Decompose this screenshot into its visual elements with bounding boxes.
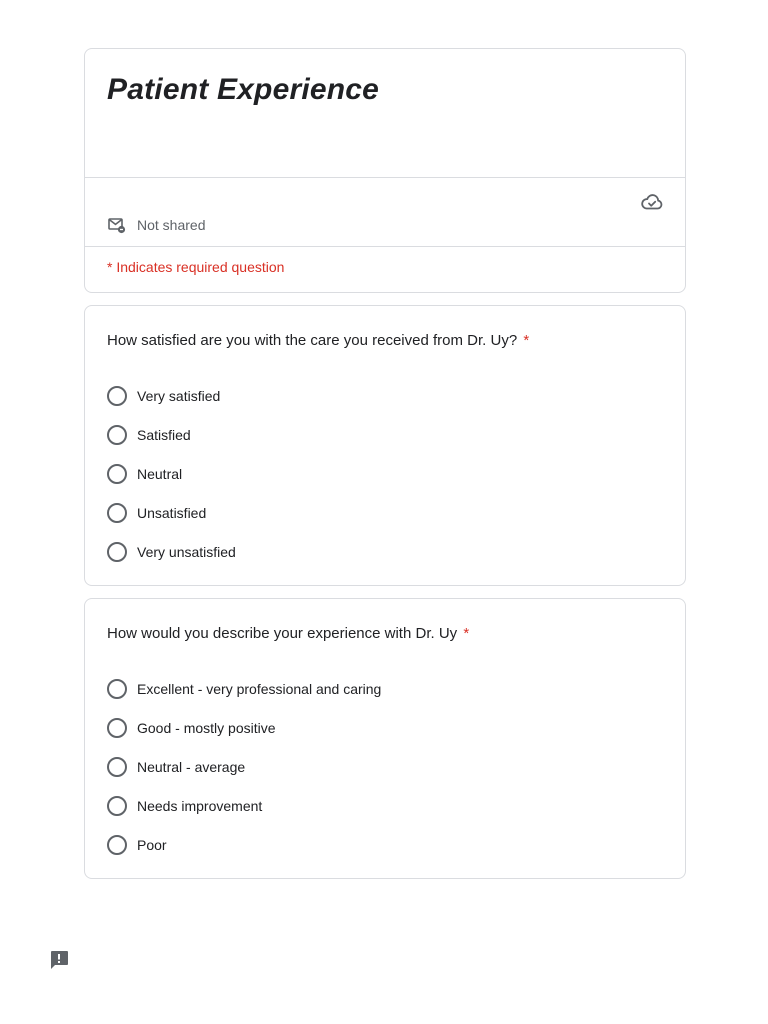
radio-option-label: Needs improvement xyxy=(137,797,263,814)
radio-option[interactable] xyxy=(107,708,381,747)
radio-option-label: Good - mostly positive xyxy=(137,719,276,736)
report-problem-icon[interactable] xyxy=(48,949,70,971)
radio-option-label: Poor xyxy=(137,836,167,853)
radio-group xyxy=(107,376,236,571)
radio-option-label: Very satisfied xyxy=(137,387,221,404)
radio-option-label: Satisfied xyxy=(137,426,191,443)
radio-button[interactable] xyxy=(107,679,127,699)
radio-button[interactable] xyxy=(107,386,127,406)
required-question-note: * Indicates required question xyxy=(107,259,285,275)
radio-button[interactable] xyxy=(107,425,127,445)
account-row xyxy=(107,215,205,235)
account-sharing-status: Not shared xyxy=(137,217,206,233)
radio-option[interactable] xyxy=(107,532,236,571)
radio-button[interactable] xyxy=(107,503,127,523)
radio-option-label: Excellent - very professional and caring xyxy=(137,680,382,697)
required-asterisk: * xyxy=(463,625,470,642)
radio-option[interactable] xyxy=(107,669,381,708)
cloud-saved-icon[interactable] xyxy=(640,190,664,214)
question-text: How would you describe your experience with Dr. Uy xyxy=(107,625,458,642)
radio-option-label: Neutral - average xyxy=(137,758,246,775)
radio-option[interactable] xyxy=(107,415,236,454)
radio-option[interactable] xyxy=(107,786,381,825)
radio-option[interactable] xyxy=(107,493,236,532)
radio-option[interactable] xyxy=(107,747,381,786)
radio-option-label: Unsatisfied xyxy=(137,504,207,521)
question-card-experience xyxy=(84,598,686,879)
radio-button[interactable] xyxy=(107,835,127,855)
question-title xyxy=(107,332,529,349)
radio-option[interactable] xyxy=(107,454,236,493)
mail-lock-icon xyxy=(107,215,127,235)
question-title xyxy=(107,625,469,642)
radio-button[interactable] xyxy=(107,796,127,816)
radio-button[interactable] xyxy=(107,718,127,738)
radio-button[interactable] xyxy=(107,757,127,777)
question-card-satisfaction xyxy=(84,305,686,586)
radio-button[interactable] xyxy=(107,542,127,562)
form-header-card xyxy=(84,48,686,293)
radio-option[interactable] xyxy=(107,825,381,864)
radio-option-label: Very unsatisfied xyxy=(137,543,236,560)
header-divider xyxy=(85,177,685,178)
form-title: Patient Experience xyxy=(107,73,380,106)
radio-group xyxy=(107,669,381,864)
question-text: How satisfied are you with the care you received from Dr. Uy? xyxy=(107,332,518,349)
radio-button[interactable] xyxy=(107,464,127,484)
radio-option-label: Neutral xyxy=(137,465,183,482)
header-divider xyxy=(85,246,685,247)
radio-option[interactable] xyxy=(107,376,236,415)
required-asterisk: * xyxy=(523,332,530,349)
